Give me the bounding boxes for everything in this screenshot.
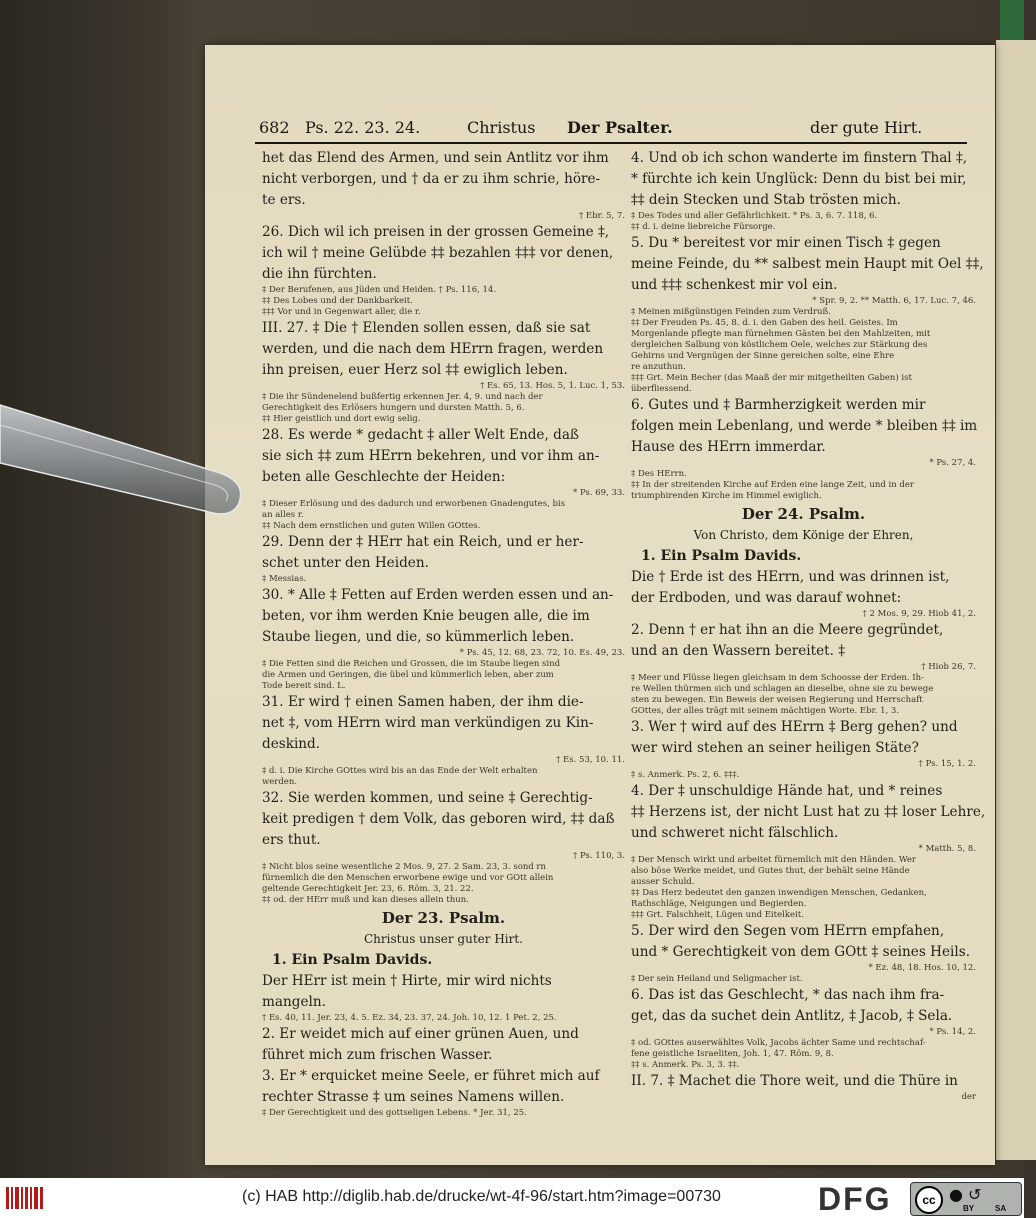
text-line: * fürchte ich kein Unglück: Denn du bist bei mir, (631, 171, 967, 187)
psalm-heading: Der 24. Psalm. (741, 505, 866, 523)
text-line: folgen mein Lebenlang, und werde * bleiben ‡‡ im (631, 418, 978, 434)
text-line: te ers. (262, 192, 306, 208)
footnote-line: dergleichen Salbung von köstlichem Oele, welches zur Stärkung des (631, 340, 928, 350)
text-line: III. 27. ‡ Die † Elenden sollen essen, daß sie sat (262, 320, 591, 336)
footnote-line: † Es. 40, 11. Jer. 23, 4. 5. Ez. 34, 23. 37, 24. Joh. 10, 12. 1 Pet. 2, 25. (262, 1013, 557, 1023)
text-line: und schweret nicht fälschlich. (631, 825, 839, 841)
psalm-subtitle: Christus unser guter Hirt. (364, 932, 523, 946)
footnote-line: sten zu bewegen. Ein Beweis der weisen Regierung und Herrschaft (631, 695, 923, 705)
text-line: mangeln. (262, 994, 326, 1010)
footnote-line: die Armen und Geringen, die übel und kümmerlich leben, aber zum (262, 670, 554, 680)
text-line: ers thut. (262, 832, 321, 848)
by-sa-icon: ● ↺ (949, 1185, 982, 1204)
reference-line: der (961, 1092, 976, 1102)
footnote-line: ‡‡ Hier geistlich und dort ewig selig. (262, 414, 421, 424)
text-line: 3. Er * erquicket meine Seele, er führet mich auf (262, 1068, 600, 1084)
reference-line: * Matth. 5, 8. (918, 844, 976, 854)
reference-line: * Ps. 45, 12. 68, 23. 72, 10. Es. 49, 23. (459, 648, 625, 658)
text-line: beten, vor ihm werden Knie beugen alle, die im (262, 608, 590, 624)
page-topic: der gute Hirt. (810, 118, 923, 137)
text-line: net ‡, vom HErrn wird man verkündigen zu Kin- (262, 715, 594, 731)
book-title: Der Psalter. (567, 118, 673, 137)
reference-line: † Ebr. 5, 7. (578, 211, 625, 221)
facing-page-edge (996, 40, 1036, 1160)
psalm-title: 1. Ein Psalm Davids. (272, 952, 433, 968)
text-line: get, das da suchet dein Antlitz, ‡ Jacob, ‡ Sela. (631, 1008, 953, 1024)
text-line: und an den Wassern bereitet. ‡ (631, 643, 846, 659)
text-line: ‡‡ dein Stecken und Stab trösten mich. (631, 192, 901, 208)
text-line: 32. Sie werden kommen, und seine ‡ Gerechtig- (262, 790, 593, 806)
footnote-line: ‡ Des Todes und aller Gefährlichkeit. * Ps. 3, 6. 7. 118, 6. (631, 211, 878, 221)
footnote-line: ‡‡ d. i. deine liebreiche Fürsorge. (631, 222, 776, 232)
text-line: die ihn fürchten. (262, 266, 377, 282)
citation-link[interactable]: (c) HAB http://diglib.hab.de/drucke/wt-4f-96/start.htm?image=00730 (242, 1188, 721, 1205)
text-line: rechter Strasse ‡ um seines Namens willen. (262, 1089, 565, 1105)
footnote-line: fene geistliche Israeliten, Joh. 1, 47. Röm. 9, 8. (631, 1049, 834, 1059)
text-line: II. 7. ‡ Machet die Thore weit, und die Thüre in (631, 1073, 958, 1089)
reference-line: † Hiob 26, 7. (921, 662, 976, 672)
text-line: het das Elend des Armen, und sein Antlitz vor ihm (262, 150, 609, 166)
text-line: 26. Dich wil ich preisen in der grossen Gemeine ‡, (262, 224, 610, 240)
footnote-line: ‡ s. Anmerk. Ps. 2, 6. ‡‡‡. (631, 770, 740, 780)
footnote-line: ‡ Dieser Erlösung und des dadurch und erworbenen Gnadengutes, bis (262, 499, 566, 509)
license-sa-label: SA (995, 1204, 1007, 1213)
footnote-line: an alles r. (262, 510, 304, 520)
text-line: nicht verborgen, und † da er zu ihm schrie, höre- (262, 171, 601, 187)
text-line: 4. Und ob ich schon wanderte im finstern Thal ‡, (631, 150, 968, 166)
text-line: 29. Denn der ‡ HErr hat ein Reich, und er her- (262, 534, 584, 550)
text-line: 6. Gutes und ‡ Barmherzigkeit werden mir (631, 397, 926, 413)
reference-line: * Ps. 27, 4. (929, 458, 976, 468)
text-line: 2. Er weidet mich auf einer grünen Auen, und (262, 1026, 579, 1042)
footnote-line: ‡ Messias. (262, 574, 307, 584)
footnote-line: überfliessend. (631, 384, 692, 394)
reference-line: † Es. 53, 10. 11. (556, 755, 625, 765)
text-line: 5. Der wird den Segen vom HErrn empfahen, (631, 923, 945, 939)
barcode-logo-icon (6, 1187, 44, 1209)
text-line: 4. Der ‡ unschuldige Hände hat, und * reines (631, 783, 943, 799)
footnote-line: werden. (262, 777, 298, 787)
footnote-line: ‡ Des HErrn. (631, 469, 687, 479)
text-line: und ‡‡‡ schenkest mir vol ein. (631, 277, 838, 293)
right-text-column (631, 148, 986, 1102)
license-by-label: BY (963, 1204, 975, 1213)
text-line: ich wil † meine Gelübde ‡‡ bezahlen ‡‡‡ vor denen, (262, 245, 614, 261)
psalm-subtitle: Von Christo, dem Könige der Ehren, (693, 528, 914, 542)
dfg-logo: DFG (818, 1181, 892, 1217)
viewer-footer (0, 1178, 1024, 1218)
text-line: sie sich ‡‡ zum HErrn bekehren, und vor ihm an- (262, 448, 600, 464)
left-text-column (262, 148, 625, 1118)
text-line: Die † Erde ist des HErrn, und was drinnen ist, (631, 569, 950, 585)
text-line: der Erdboden, und was darauf wohnet: (631, 590, 902, 606)
footnote-line: ‡‡ s. Anmerk. Ps. 3, 3. ‡‡. (631, 1060, 740, 1070)
page-clip-holder (0, 405, 248, 520)
footnote-line: Gehirns und Vergnügen der Sinne gereichen solte, eine Ehre (631, 351, 895, 361)
reference-line: † Es. 65, 13. Hos. 5, 1. Luc. 1, 53. (480, 381, 625, 391)
psalm-heading: Der 23. Psalm. (381, 909, 506, 927)
marginal-title: Christus (467, 118, 536, 137)
footnote-line: ‡ Die ihr Sündenelend bußfertig erkennen Jer. 4, 9. und nach der (262, 392, 543, 402)
text-line: 28. Es werde * gedacht ‡ aller Welt Ende, daß (262, 427, 580, 443)
footnote-line: ‡‡ Der Freuden Ps. 45, 8. d. i. den Gaben des heil. Geistes. Im (631, 318, 898, 328)
psalm-title: 1. Ein Psalm Davids. (641, 548, 802, 564)
footnote-line: Gerechtigkeit des Erlösers hungern und dursten Matth. 5, 6. (262, 403, 525, 413)
text-line: deskind. (262, 736, 321, 752)
page-header (255, 118, 967, 144)
reference-line: * Ps. 69, 33. (573, 488, 625, 498)
text-line: und * Gerechtigkeit von dem GOtt ‡ seines Heils. (631, 944, 971, 960)
footnote-line: ‡ Der Mensch wirkt und arbeitet fürnemlich mit den Händen. Wer (631, 855, 916, 865)
text-line: schet unter den Heiden. (262, 555, 429, 571)
footnote-line: Rathschläge, Neigungen und Begierden. (631, 899, 807, 909)
reference-line: * Ez. 48, 18. Hos. 10, 12. (868, 963, 976, 973)
footnote-line: ‡‡‡ Grt. Mein Becher (das Maaß der mir mitgetheilten Gaben) ist (631, 373, 912, 383)
footnote-line: also böse Werke meidet, und Gutes thut, der behält seine Hände (631, 866, 910, 876)
reference-line: * Ps. 14, 2. (929, 1027, 976, 1037)
text-line: Der HErr ist mein † Hirte, mir wird nichts (262, 973, 552, 989)
text-line: werden, und die nach dem HErrn fragen, werden (262, 341, 604, 357)
footnote-line: geltende Gerechtigkeit Jer. 23, 6. Röm. 3, 21. 22. (262, 884, 474, 894)
text-line: beten alle Geschlechte der Heiden: (262, 469, 506, 485)
footnote-line: re anzuthun. (631, 362, 686, 372)
footnote-line: ‡‡ od. der HErr muß und kan dieses allein thun. (262, 895, 469, 905)
text-line: wer wird stehen an seiner heiligen Stäte? (631, 740, 919, 756)
text-line: meine Feinde, du ** salbest mein Haupt mit Oel ‡‡, (631, 256, 984, 272)
text-line: 2. Denn † er hat ihn an die Meere gegründet, (631, 622, 944, 638)
page-number: 682 (259, 118, 290, 137)
psalm-reference: Ps. 22. 23. 24. (305, 118, 421, 137)
footnote-line: Morgenlande pflegte man fürnehmen Gästen bei den Mahlzeiten, mit (631, 329, 931, 339)
footnote-line: ‡ Der Berufenen, aus Jüden und Heiden. † Ps. 116, 14. (262, 285, 497, 295)
text-line: ‡‡ Herzens ist, der nicht Lust hat zu ‡‡ loser Lehre, (631, 804, 986, 820)
footnote-line: ‡ Meer und Flüsse liegen gleichsam in dem Schoosse der Erden. Ih- (631, 673, 925, 683)
footnote-line: ‡ Nicht blos seine wesentliche 2 Mos. 9, 27. 2 Sam. 23, 3. sond rn (262, 862, 546, 872)
footnote-line: fürnemlich die den Menschen erworbene ewige und vor GOtt allein (262, 873, 554, 883)
footnote-line: ‡‡ Des Lobes und der Dankbarkeit. (262, 296, 413, 306)
cc-icon: cc (915, 1186, 943, 1214)
cc-license-badge[interactable] (910, 1182, 1022, 1216)
footnote-line: ‡ d. i. Die Kirche GOttes wird bis an das Ende der Welt erhalten (262, 766, 538, 776)
reference-line: * Spr. 9, 2. ** Matth. 6, 17. Luc. 7, 46. (812, 296, 976, 306)
footnote-line: ‡ od. GOttes auserwähltes Volk, Jacobs ächter Same und rechtschaf- (631, 1038, 926, 1048)
footnote-line: ‡‡‡ Grt. Falschheit, Lügen und Eitelkeit. (631, 910, 804, 920)
footnote-line: ‡‡ In der streitenden Kirche auf Erden eine lange Zeit, und in der (631, 480, 914, 490)
footnote-line: ‡ Der sein Heiland und Seligmacher ist. (631, 974, 803, 984)
footnote-line: ‡ Meinen mißgünstigen Feinden zum Verdruß. (631, 307, 831, 317)
text-line: ihn preisen, euer Herz sol ‡‡ ewiglich leben. (262, 362, 568, 378)
text-line: Hause des HErrn immerdar. (631, 439, 826, 455)
text-line: keit predigen † dem Volk, das geboren wird, ‡‡ daß (262, 811, 615, 827)
text-line: Staube liegen, und die, so kümmerlich leben. (262, 629, 575, 645)
footnote-line: triumphirenden Kirche im Himmel ewiglich. (631, 491, 822, 501)
reference-line: † 2 Mos. 9, 29. Hiob 41, 2. (862, 609, 976, 619)
footnote-line: re Wellen thürmen sich und schlagen an dieselbe, ohne sie zu bewege (631, 684, 934, 694)
text-line: 31. Er wird † einen Samen haben, der ihm die- (262, 694, 584, 710)
reference-line: † Ps. 15, 1. 2. (918, 759, 976, 769)
text-line: 5. Du * bereitest vor mir einen Tisch ‡ gegen (631, 235, 941, 251)
footnote-line: ‡‡ Das Herz bedeutet den ganzen inwendigen Menschen, Gedanken, (631, 888, 927, 898)
footnote-line: ‡ Die Fetten sind die Reichen und Grossen, die im Staube liegen sind (262, 659, 561, 669)
text-line: 3. Wer † wird auf des HErrn ‡ Berg gehen? und (631, 719, 958, 735)
footnote-line: ‡‡ Nach dem ernstlichen und guten Willen GOttes. (262, 521, 481, 531)
text-line: 6. Das ist das Geschlecht, * das nach ihm fra- (631, 987, 945, 1003)
footnote-line: Tode bereit sind. L. (262, 681, 346, 691)
footnote-line: GOttes, der alles trägt mit seinem mächtigen Worte. Ebr. 1, 3. (631, 706, 900, 716)
footnote-line: ausser Schuld. (631, 877, 695, 887)
reference-line: † Ps. 110, 3. (573, 851, 625, 861)
footnote-line: ‡‡‡ Vor und in Gegenwart aller, die r. (262, 307, 421, 317)
text-line: führet mich zum frischen Wasser. (262, 1047, 493, 1063)
footnote-line: ‡ Der Gerechtigkeit und des gottseligen Lebens. * Jer. 31, 25. (262, 1108, 527, 1118)
text-line: 30. * Alle ‡ Fetten auf Erden werden essen und an- (262, 587, 614, 603)
